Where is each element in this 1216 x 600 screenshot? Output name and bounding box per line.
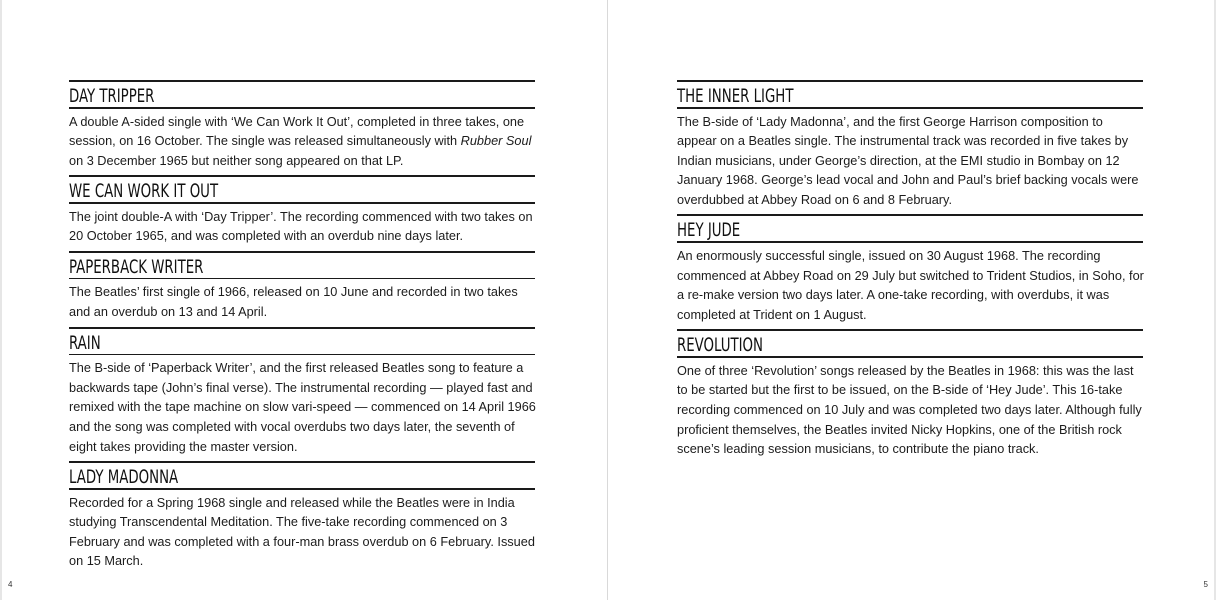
song-entry-day-tripper xyxy=(69,80,535,170)
song-title: LADY MADONNA xyxy=(69,466,179,489)
song-entry-hey-jude xyxy=(677,214,1143,324)
description-text: A double A-sided single with ‘We Can Work It Out’, completed in three takes, one session, on 16 October. The single was released simultaneously with xyxy=(69,113,525,149)
song-description: The Beatles’ first single of 1966, released on 10 June and recorded in two takes and an overdub on 13 and 14 April. xyxy=(69,284,518,320)
title-underline xyxy=(677,356,1143,358)
song-description: One of three ‘Revolution’ songs released by the Beatles in 1968: this was the last to be started but the first to be issued, on the B-side of ‘Hey Jude’. This 16-take recording commenced on 10 July and was completed two days later. Although fully proficient themselves, the Beatles invited Nicky Hopkins, one of the British rock scene’s leading session musicians, to contribute the piano track. xyxy=(677,362,1142,457)
song-title: WE CAN WORK IT OUT xyxy=(69,180,219,203)
description-text-end: on 3 December 1965 but neither song appeared on that LP. xyxy=(69,152,404,168)
song-entry-lady-madonna xyxy=(69,461,535,571)
song-title: REVOLUTION xyxy=(677,334,764,357)
entry-top-rule xyxy=(69,251,535,253)
song-title: THE INNER LIGHT xyxy=(677,85,794,107)
right-page-column xyxy=(677,80,1143,464)
title-underline xyxy=(677,107,1143,109)
song-entry-we-can-work-it-out xyxy=(69,175,535,246)
song-entry-revolution xyxy=(677,329,1143,458)
entry-top-rule xyxy=(677,329,1143,331)
title-underline xyxy=(677,241,1143,243)
entry-top-rule xyxy=(69,80,535,82)
song-title: HEY JUDE xyxy=(677,219,741,242)
left-page-column xyxy=(69,80,535,576)
song-entry-paperback-writer xyxy=(69,251,535,322)
song-description: Recorded for a Spring 1968 single and released while the Beatles were in India studying Transcendental Meditation. The five-take recording commenced on 3 February and was completed with a four-man brass overdub on 6 February. Issued on 15 March. xyxy=(69,494,535,569)
title-underline xyxy=(69,354,535,356)
song-entry-the-inner-light xyxy=(677,80,1143,209)
song-title: RAIN xyxy=(69,331,101,354)
page-gutter xyxy=(607,0,608,600)
entry-top-rule xyxy=(69,461,535,463)
song-description: An enormously successful single, issued on 30 August 1968. The recording commenced at Abbey Road on 29 July but switched to Trident Studios, in Soho, for a re-make version two days later. A one-take recording, with overdubs, it was completed at Trident on 1 August. xyxy=(677,247,1144,322)
title-underline xyxy=(69,107,535,109)
title-underline xyxy=(69,278,535,280)
title-underline xyxy=(69,488,535,490)
album-title-italic: Rubber Soul xyxy=(460,133,532,149)
left-page-edge xyxy=(0,0,2,600)
title-underline xyxy=(69,202,535,204)
page-number-right: 5 xyxy=(1203,580,1208,589)
song-title: PAPERBACK WRITER xyxy=(69,255,204,278)
song-title: DAY TRIPPER xyxy=(69,85,155,107)
song-description: The B-side of ‘Paperback Writer’, and the first released Beatles song to feature a backwards tape (John’s final verse). The instrumental recording — played fast and remixed with the tape machine on slow vari-speed — commenced on 14 April 1966 and the song was completed with vocal overdubs two days later, the seventh of eight takes providing the master version. xyxy=(69,360,536,454)
page-number-left: 4 xyxy=(8,580,13,589)
entry-top-rule xyxy=(677,214,1143,216)
song-entry-rain xyxy=(69,327,535,456)
song-description: The joint double-A with ‘Day Tripper’. The recording commenced with two takes on 20 October 1965, and was completed with an overdub nine days later. xyxy=(69,208,533,244)
song-description xyxy=(69,112,537,171)
song-description: The B-side of ‘Lady Madonna’, and the first George Harrison composition to appear on a Beatles single. The instrumental track was recorded in five takes by Indian musicians, under George’s direction, at the EMI studio in Bombay on 12 January 1968. George’s lead vocal and John and Paul’s brief backing vocals were overdubbed at Abbey Road on 6 and 8 February. xyxy=(677,113,1139,207)
entry-top-rule xyxy=(69,175,535,177)
entry-top-rule xyxy=(677,80,1143,82)
entry-top-rule xyxy=(69,327,535,329)
